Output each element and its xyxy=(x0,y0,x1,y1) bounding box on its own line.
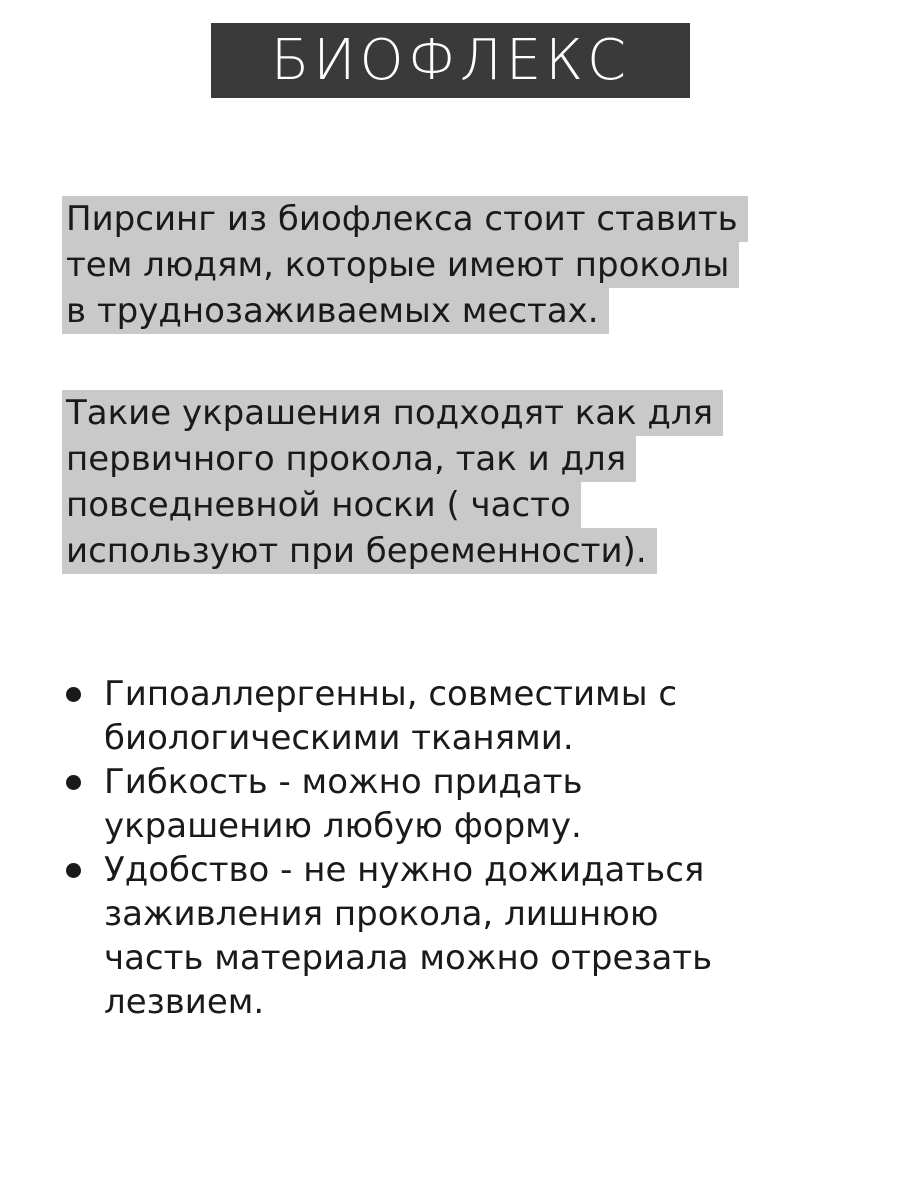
bullet-icon xyxy=(66,863,81,878)
page-title: БИОФЛЕКС xyxy=(270,27,631,93)
usage-line: Такие украшения подходят как для xyxy=(62,390,723,436)
feature-line: Удобство - не нужно дожидаться xyxy=(104,850,705,890)
bullet-icon xyxy=(66,687,81,702)
intro-paragraph xyxy=(62,196,748,334)
features-list xyxy=(62,672,712,1024)
feature-line: украшению любую форму. xyxy=(104,806,582,846)
list-item xyxy=(62,672,712,760)
feature-line: биологическими тканями. xyxy=(104,718,574,758)
feature-line: часть материала можно отрезать xyxy=(104,938,713,978)
title-banner xyxy=(211,23,690,98)
list-item xyxy=(62,848,712,1024)
intro-line: в труднозаживаемых местах. xyxy=(62,288,609,334)
feature-line: Гибкость - можно придать xyxy=(104,762,583,802)
feature-line: лезвием. xyxy=(104,982,265,1022)
feature-line: Гипоаллергенны, совместимы с xyxy=(104,674,678,714)
bullet-icon xyxy=(66,775,81,790)
usage-line: повседневной носки ( часто xyxy=(62,482,581,528)
usage-line: первичного прокола, так и для xyxy=(62,436,636,482)
usage-paragraph xyxy=(62,390,723,574)
feature-line: заживления прокола, лишнюю xyxy=(104,894,659,934)
intro-line: Пирсинг из биофлекса стоит ставить xyxy=(62,196,748,242)
list-item xyxy=(62,760,712,848)
usage-line: используют при беременности). xyxy=(62,528,657,574)
intro-line: тем людям, которые имеют проколы xyxy=(62,242,739,288)
